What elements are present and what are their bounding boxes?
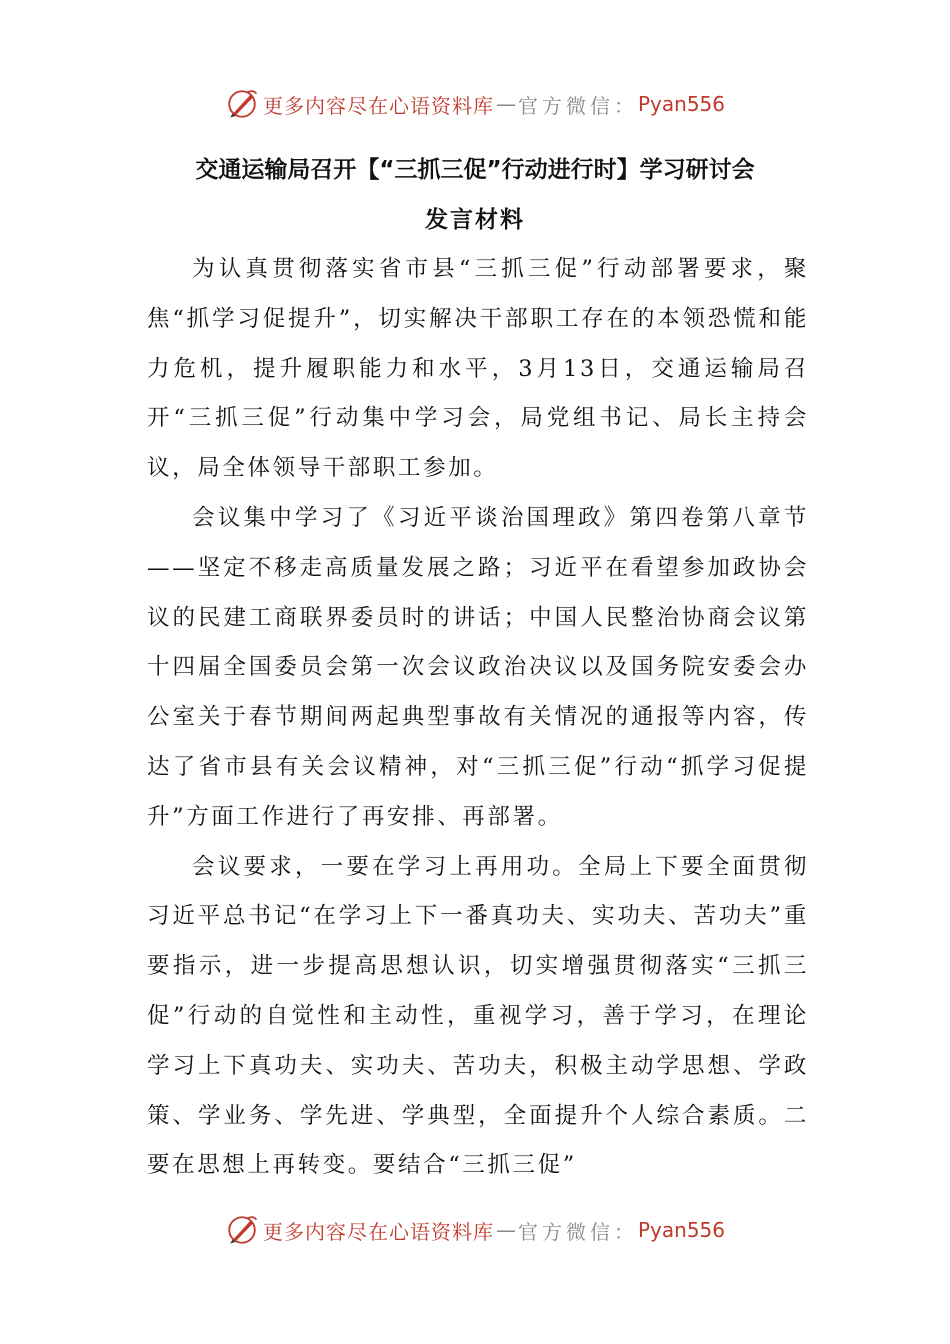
banner-dash: —: [495, 92, 516, 116]
paragraph: 会议集中学习了《习近平谈治国理政》第四卷第八章节——坚定不移走高质量发展之路；习近平在看望参加政协会议的民建工商联界委员时的讲话；中国人民整治协商会议第十四届全国委员会第一次会议政治决议以及国务院安委会办公室关于春节期间两起典型事故有关情况的通报等内容，传达了省市县有关会议精神，对“三抓三促”行动“抓学习促提升”方面工作进行了再安排、再部署。: [147, 504, 809, 830]
brand-text: 更多内容尽在心语资料库: [262, 93, 494, 118]
brand-text: 更多内容尽在心语资料库: [262, 1219, 494, 1244]
pen-logo-icon: [225, 1213, 259, 1247]
paragraph: 为认真贯彻落实省市县“三抓三促”行动部署要求，聚焦“抓学习促提升”，切实解决干部职工存在的本领恐慌和能力危机，提升履职能力和水平，3月13日，交通运输局召开“三抓三促”行动集中学习会，局党组书记、局长主持会议，局全体领导干部职工参加。: [147, 256, 809, 482]
wechat-label: 官方微信：: [517, 93, 638, 118]
wechat-label: 官方微信：: [517, 1219, 638, 1244]
pen-logo-icon: [225, 87, 259, 121]
document-body: [147, 245, 809, 1191]
footer-banner: [0, 1210, 950, 1250]
wechat-id: Pyan556: [637, 1218, 725, 1242]
document-title-line2: 发言材料: [425, 207, 525, 233]
header-banner: [0, 84, 950, 124]
banner-dash: —: [495, 1218, 516, 1242]
paragraph: 会议要求，一要在学习上再用功。全局上下要全面贯彻习近平总书记“在学习上下一番真功夫、实功夫、苦功夫”重要指示，进一步提高思想认识，切实增强贯彻落实“三抓三促”行动的自觉性和主动性，重视学习，善于学习，在理论学习上下真功夫、实功夫、苦功夫，积极主动学思想、学政策、学业务、学先进、学典型，全面提升个人综合素质。二要在思想上再转变。要结合“三抓三促”: [147, 853, 809, 1179]
wechat-id: Pyan556: [637, 92, 725, 116]
document-title: 交通运输局召开【“三抓三促”行动进行时】学习研讨会: [195, 157, 755, 183]
